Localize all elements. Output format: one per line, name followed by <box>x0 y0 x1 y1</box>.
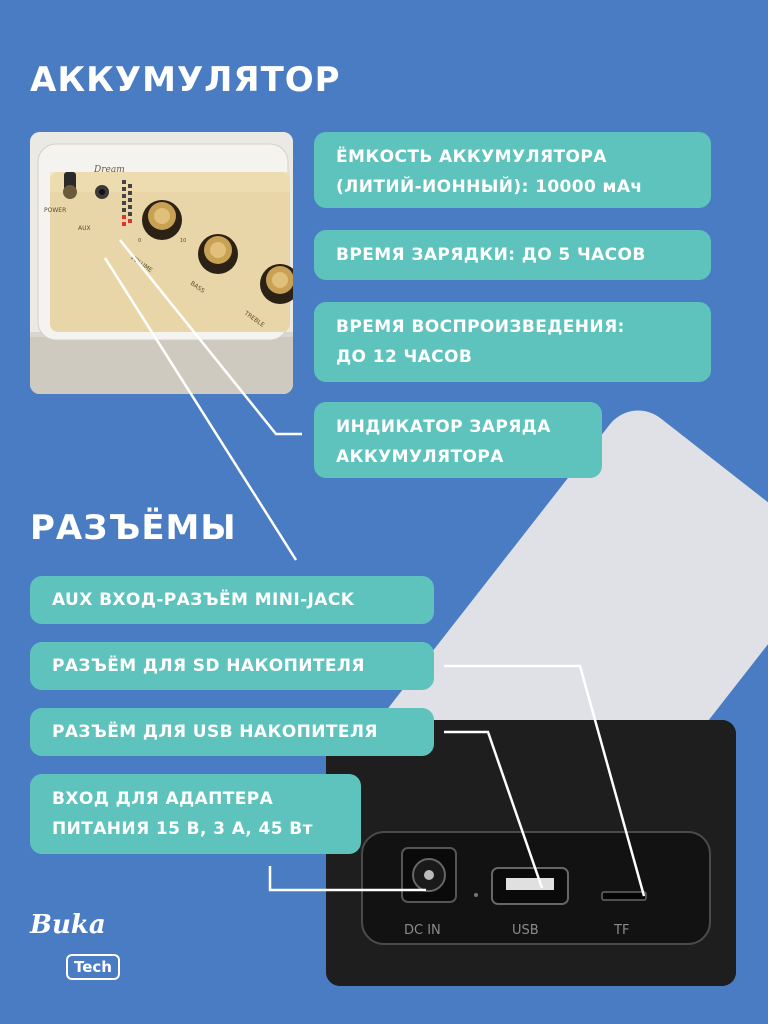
speaker-panel-illustration <box>30 132 293 394</box>
panel-brand: Dream <box>94 165 125 175</box>
connectors-section-title: РАЗЪЁМЫ <box>30 508 237 548</box>
charge-time-text: ВРЕМЯ ЗАРЯДКИ: ДО 5 ЧАСОВ <box>336 245 646 265</box>
brand-logo <box>30 910 130 982</box>
usb-port-pill <box>30 708 434 756</box>
battery-capacity-line1: ЁМКОСТЬ АККУМУЛЯТОРА <box>336 147 607 167</box>
sd-slot-text: РАЗЪЁМ ДЛЯ SD НАКОПИТЕЛЯ <box>52 656 365 676</box>
panel-volume-label: VOLUME <box>128 253 154 275</box>
port-usb-label: USB <box>512 923 539 938</box>
charge-indicator-line1: ИНДИКАТОР ЗАРЯДА <box>336 417 551 437</box>
battery-capacity-line2: (ЛИТИЙ-ИОННЫЙ): 10000 мАч <box>336 177 643 197</box>
brand-logo-word: Buka <box>30 910 106 940</box>
charge-time-pill <box>314 230 711 280</box>
aux-input-pill <box>30 576 434 624</box>
panel-treble-label: TREBLE <box>242 309 266 329</box>
play-time-line2: ДО 12 ЧАСОВ <box>336 347 473 367</box>
charge-indicator-pill <box>314 402 602 478</box>
play-time-pill <box>314 302 711 382</box>
ports-panel-photo <box>326 720 736 986</box>
panel-bass-label: BASS <box>188 279 206 295</box>
charge-indicator-line2: АККУМУЛЯТОРА <box>336 447 504 467</box>
port-tf-label: TF <box>614 923 630 938</box>
power-input-line2: ПИТАНИЯ 15 В, 3 А, 45 Вт <box>52 819 313 839</box>
battery-capacity-pill <box>314 132 711 208</box>
ports-panel-illustration <box>326 720 736 986</box>
panel-power-label: POWER <box>44 207 67 214</box>
power-input-pill <box>30 774 361 854</box>
play-time-line1: ВРЕМЯ ВОСПРОИЗВЕДЕНИЯ: <box>336 317 625 337</box>
sd-slot-pill <box>30 642 434 690</box>
speaker-panel-photo <box>30 132 293 394</box>
usb-port-text: РАЗЪЁМ ДЛЯ USB НАКОПИТЕЛЯ <box>52 722 378 742</box>
battery-section-title: АККУМУЛЯТОР <box>30 60 341 100</box>
brand-logo-badge: Tech <box>66 954 120 980</box>
port-dc-in-label: DC IN <box>404 923 441 938</box>
power-input-line1: ВХОД ДЛЯ АДАПТЕРА <box>52 789 274 809</box>
aux-input-text: AUX ВХОД-РАЗЪЁМ MINI-JACK <box>52 590 355 610</box>
panel-aux-label: AUX <box>78 225 91 232</box>
panel-volume-min: 0 <box>138 238 142 244</box>
panel-volume-max: 10 <box>180 238 187 244</box>
